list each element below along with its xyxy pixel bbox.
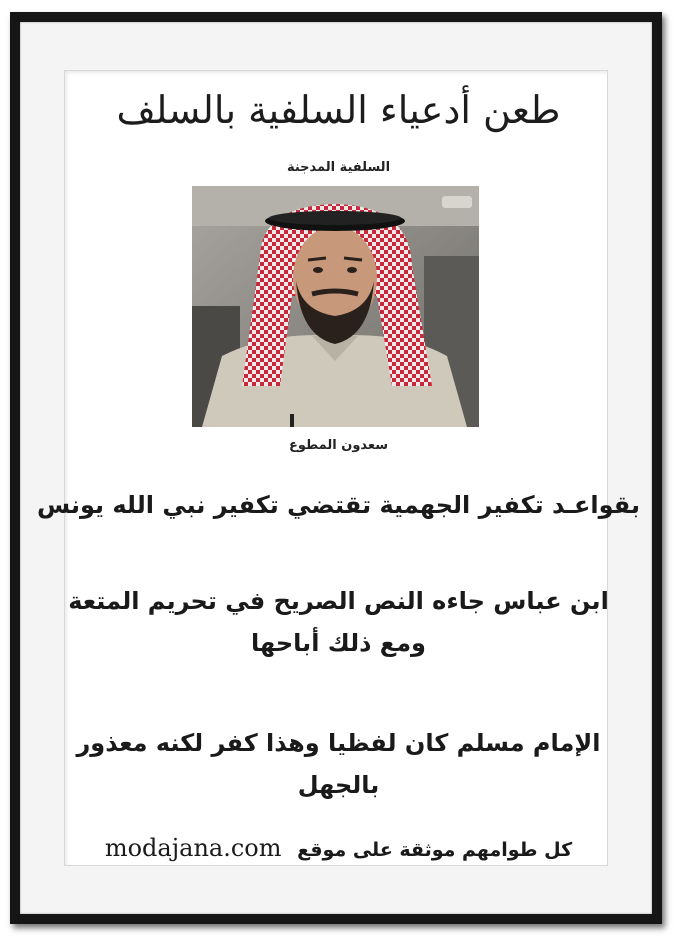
- portrait-photo: [192, 186, 479, 427]
- poster-subtitle: السلفية المدجنة: [286, 160, 391, 175]
- footer: [0, 834, 677, 862]
- portrait-illustration: [192, 186, 479, 427]
- footer-site: modajana.com: [104, 834, 282, 862]
- statement-line-3: ومع ذلك أباحها: [251, 629, 426, 657]
- statement-line-4: الإمام مسلم كان لفظيا وهذا كفر لكنه معذور: [76, 729, 601, 757]
- photo-caption: سعدون المطوع: [288, 438, 389, 453]
- footer-text: كل طوامهم موثقة على موقع: [297, 839, 573, 861]
- poster-title: طعن أدعياء السلفية بالسلف: [116, 88, 561, 132]
- statement-line-2: ابن عباس جاءه النص الصريح في تحريم المتعة: [68, 587, 609, 615]
- statement-line-5: بالجهل: [297, 771, 380, 799]
- statement-line-1: بقواعـد تكفير الجهمية تقتضي تكفير نبي الله يونس: [37, 491, 640, 519]
